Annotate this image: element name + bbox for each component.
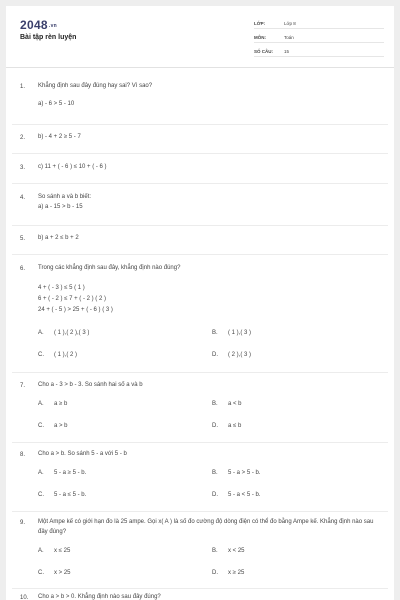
question-number: 9. bbox=[20, 520, 26, 526]
question-subtext: a) a - 15 > b - 15 bbox=[38, 204, 83, 210]
question-subtext: 24 + ( - 5 ) > 25 + ( - 6 ) ( 3 ) bbox=[38, 307, 113, 313]
question-subtext: 4 + ( - 3 ) ≤ 5 ( 1 ) bbox=[38, 285, 85, 291]
option-text: 5 - a > 5 - b. bbox=[228, 470, 261, 476]
option-text: 5 - a ≤ 5 - b. bbox=[54, 492, 87, 498]
option-letter: D. bbox=[212, 423, 218, 429]
divider bbox=[12, 588, 388, 589]
option-text: a < b bbox=[228, 401, 242, 407]
question-number: 10. bbox=[20, 595, 29, 600]
divider bbox=[12, 124, 388, 125]
answer-option[interactable] bbox=[38, 492, 86, 498]
option-letter: A. bbox=[38, 470, 44, 476]
answer-option[interactable] bbox=[38, 548, 70, 554]
answer-option[interactable] bbox=[212, 423, 241, 429]
option-letter: B. bbox=[212, 401, 218, 407]
question-number: 3. bbox=[20, 165, 26, 171]
answer-option[interactable] bbox=[38, 401, 67, 407]
option-text: x > 25 bbox=[54, 570, 71, 576]
meta-key: LỚP: bbox=[254, 21, 266, 26]
option-text: ( 1 ),( 2 ),( 3 ) bbox=[54, 330, 90, 336]
question-text: Cho a - 3 > b - 3. So sánh hai số a và b bbox=[38, 382, 143, 388]
answer-option[interactable] bbox=[38, 570, 71, 576]
answer-option[interactable] bbox=[38, 423, 68, 429]
option-letter: D. bbox=[212, 492, 218, 498]
question-text: Một Ampe kế có giới hạn đo là 25 ampe. Gọi x( A ) là số đo cường độ dòng điện có thể đo bằng Ampe kế. Khẳng định nào sau đây đúng? bbox=[38, 519, 374, 535]
question-number: 4. bbox=[20, 195, 26, 201]
answer-option[interactable] bbox=[212, 492, 261, 498]
question-text: c) 11 + ( - 6 ) ≤ 10 + ( - 6 ) bbox=[38, 164, 107, 170]
question-text: Cho a > b. So sánh 5 - a với 5 - b bbox=[38, 451, 127, 457]
option-letter: A. bbox=[38, 548, 44, 554]
option-text: ( 1 ),( 3 ) bbox=[228, 330, 252, 336]
question-number: 8. bbox=[20, 452, 26, 458]
site-logo[interactable]: 2048.vn bbox=[20, 18, 58, 32]
question-text: Cho a > b > 0. Khẳng định nào sau đây đúng? bbox=[38, 594, 161, 600]
divider bbox=[12, 254, 388, 255]
option-letter: C. bbox=[38, 570, 44, 576]
option-text: x < 25 bbox=[228, 548, 245, 554]
meta-key: MÔN: bbox=[254, 35, 266, 40]
question-number: 7. bbox=[20, 383, 26, 389]
divider bbox=[12, 153, 388, 154]
option-text: x ≤ 25 bbox=[54, 548, 71, 554]
divider bbox=[12, 511, 388, 512]
option-text: 5 - a < 5 - b. bbox=[228, 492, 261, 498]
divider bbox=[12, 372, 388, 373]
option-letter: A. bbox=[38, 401, 44, 407]
option-text: a ≤ b bbox=[228, 423, 242, 429]
option-text: a ≥ b bbox=[54, 401, 68, 407]
question-subtext: a) - 6 > 5 - 10 bbox=[38, 101, 75, 107]
meta-value: 15 bbox=[284, 49, 290, 54]
worksheet-meta bbox=[254, 16, 384, 58]
option-letter: D. bbox=[212, 570, 218, 576]
question-text: Khẳng định sau đây đúng hay sai? Vì sao? bbox=[38, 83, 153, 89]
answer-option[interactable] bbox=[212, 470, 261, 476]
answer-option[interactable] bbox=[212, 330, 251, 336]
option-letter: B. bbox=[212, 548, 218, 554]
worksheet-page bbox=[6, 6, 394, 600]
meta-row-count bbox=[254, 44, 384, 57]
option-letter: D. bbox=[212, 352, 218, 358]
option-text: 5 - a ≥ 5 - b. bbox=[54, 470, 87, 476]
question-text: b) - 4 + 2 ≥ 5 - 7 bbox=[38, 134, 81, 140]
answer-option[interactable] bbox=[212, 548, 245, 554]
divider bbox=[12, 225, 388, 226]
answer-option[interactable] bbox=[212, 570, 244, 576]
worksheet-header bbox=[6, 6, 394, 68]
question-text: Trong các khẳng định sau đây, khẳng định nào đúng? bbox=[38, 265, 181, 271]
meta-row-class bbox=[254, 16, 384, 29]
answer-option[interactable] bbox=[38, 352, 77, 358]
meta-row-subject bbox=[254, 30, 384, 43]
option-letter: B. bbox=[212, 330, 218, 336]
answer-option[interactable] bbox=[212, 352, 251, 358]
meta-key: SỐ CÂU: bbox=[254, 49, 273, 54]
meta-value: Toán bbox=[284, 35, 294, 40]
option-text: ( 2 ),( 3 ) bbox=[228, 352, 252, 358]
option-letter: C. bbox=[38, 423, 44, 429]
question-subtext: 6 + ( - 2 ) ≤ 7 + ( - 2 ) ( 2 ) bbox=[38, 296, 106, 302]
question-text: b) a + 2 ≤ b + 2 bbox=[38, 235, 79, 241]
option-letter: C. bbox=[38, 352, 44, 358]
answer-option[interactable] bbox=[212, 401, 242, 407]
option-text: x ≥ 25 bbox=[228, 570, 245, 576]
meta-value: Lớp 8 bbox=[284, 21, 296, 26]
option-text: a > b bbox=[54, 423, 68, 429]
question-number: 1. bbox=[20, 84, 26, 90]
divider bbox=[12, 442, 388, 443]
question-text: So sánh a và b biết: bbox=[38, 194, 92, 200]
option-text: ( 1 ),( 2 ) bbox=[54, 352, 78, 358]
question-number: 5. bbox=[20, 236, 26, 242]
page-title: Bài tập rèn luyện bbox=[20, 34, 77, 41]
divider bbox=[12, 183, 388, 184]
option-letter: A. bbox=[38, 330, 44, 336]
answer-option[interactable] bbox=[38, 470, 86, 476]
question-number: 6. bbox=[20, 266, 26, 272]
answer-option[interactable] bbox=[38, 330, 89, 336]
option-letter: C. bbox=[38, 492, 44, 498]
question-number: 2. bbox=[20, 135, 26, 141]
option-letter: B. bbox=[212, 470, 218, 476]
